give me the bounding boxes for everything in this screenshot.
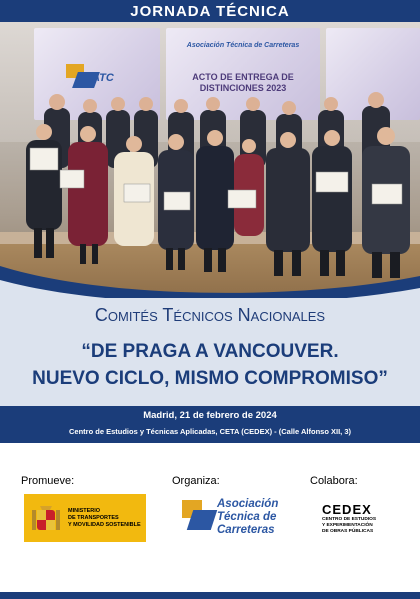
colabora-label: Colabora: <box>310 475 358 487</box>
atc-logo: Asociación Técnica de Carreteras <box>180 496 288 540</box>
event-date: Madrid, 21 de febrero de 2024 <box>143 410 277 421</box>
cedex-logo: CEDEX CENTRO DE ESTUDIOS Y EXPERIMENTACIÓN DE OBRAS PÚBLICAS <box>322 502 386 540</box>
event-title-line-2: NUEVO CICLO, MISMO COMPROMISO” <box>32 368 388 389</box>
screen-logo-text: Asociación Técnica de Carreteras <box>186 42 300 49</box>
group-of-people <box>0 22 420 298</box>
ministerio-logo: MINISTERIO DE TRANSPORTES Y MOVILIDAD SOSTENIBLE <box>24 494 146 542</box>
header-title: JORNADA TÉCNICA <box>130 2 290 20</box>
event-title-line-1: “DE PRAGA A VANCOUVER. <box>81 341 339 362</box>
event-venue: Centro de Estudios y Técnicas Aplicadas, CETA (CEDEX) - (Calle Alfonso XII, 3) <box>69 427 351 436</box>
promueve-label: Promueve: <box>21 475 75 487</box>
header-band <box>0 0 420 22</box>
spain-crest-icon <box>31 502 61 534</box>
group-photo <box>0 22 420 298</box>
footer-band <box>0 592 420 599</box>
screen-event-text: ACTO DE ENTREGA DE DISTINCIONES 2023 <box>192 72 294 93</box>
event-subtitle: Comités Técnicos Nacionales <box>94 305 326 325</box>
atc-logo-mark: ATC <box>66 64 102 90</box>
info-band <box>0 406 420 443</box>
organiza-label: Organiza: <box>172 475 220 487</box>
cedex-name: CEDEX <box>322 502 372 517</box>
event-title <box>0 338 420 392</box>
